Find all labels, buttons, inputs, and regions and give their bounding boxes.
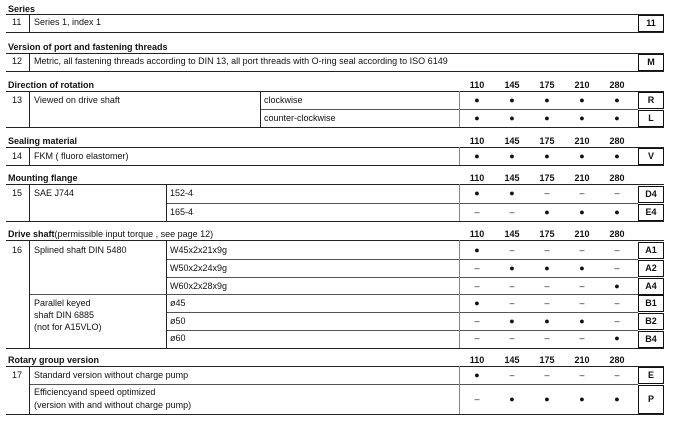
availability-cell: ● [474, 95, 480, 105]
order-code-box: V [638, 148, 664, 165]
size-header: 210 [574, 229, 590, 239]
size-header: 145 [504, 355, 520, 365]
availability-cell: ● [509, 316, 515, 326]
order-code-box: B4 [638, 331, 664, 348]
availability-cell: ● [474, 113, 480, 123]
section-title-series: Series [8, 4, 36, 14]
size-header: 145 [504, 229, 520, 239]
size-header: 145 [504, 136, 520, 146]
availability-cell: – [614, 263, 620, 273]
size-header: 175 [539, 173, 555, 183]
availability-cell: – [474, 263, 480, 273]
size-header: 280 [609, 355, 625, 365]
availability-cell: ● [474, 151, 480, 161]
availability-cell: – [614, 188, 620, 198]
section-title-rotation: Direction of rotation [8, 80, 94, 90]
availability-cell: ● [474, 298, 480, 308]
availability-cell: – [544, 281, 550, 291]
option-description-line: (version with and without charge pump) [34, 400, 192, 410]
availability-cell: – [474, 333, 480, 343]
order-code-box: D4 [638, 186, 664, 203]
availability-cell: – [509, 298, 515, 308]
availability-cell: – [614, 370, 620, 380]
option-description: Standard version without charge pump [34, 370, 189, 380]
availability-cell: ● [544, 316, 550, 326]
size-header: 210 [574, 173, 590, 183]
section-title-flange: Mounting flange [8, 173, 78, 183]
section-title-port: Version of port and fastening threads [8, 42, 168, 52]
availability-cell: – [544, 245, 550, 255]
size-header: 175 [539, 355, 555, 365]
option-variant: W50x2x24x9g [170, 263, 228, 273]
option-description: Metric, all fastening threads according to DIN 13, all port threads with O-ring seal according to ISO 6149 [34, 56, 448, 66]
availability-cell: – [614, 316, 620, 326]
row-number: 11 [12, 17, 22, 27]
availability-cell: – [544, 298, 550, 308]
size-header: 210 [574, 355, 590, 365]
size-header: 210 [574, 136, 590, 146]
order-code-box: A4 [638, 278, 664, 295]
order-code-box: E [638, 367, 664, 384]
availability-cell: ● [614, 207, 620, 217]
availability-cell: – [544, 188, 550, 198]
option-variant: counter-clockwise [264, 113, 336, 123]
section-title-shaft-main: Drive shaft [8, 229, 55, 239]
size-header: 110 [469, 80, 485, 90]
section-title-sealing: Sealing material [8, 136, 78, 146]
option-description: SAE J744 [34, 188, 75, 198]
availability-cell: – [509, 207, 515, 217]
order-code-box: B2 [638, 313, 664, 330]
row-number: 16 [12, 245, 23, 255]
size-header: 110 [469, 173, 485, 183]
order-code-box: A2 [638, 260, 664, 277]
availability-cell: – [509, 370, 515, 380]
availability-cell: – [509, 245, 515, 255]
size-header: 280 [609, 229, 625, 239]
option-description-line: Parallel keyed [34, 298, 91, 308]
row-number: 14 [12, 151, 23, 161]
availability-cell: ● [579, 394, 585, 404]
availability-cell: – [509, 333, 515, 343]
order-code-box: R [638, 92, 664, 109]
availability-cell: ● [509, 113, 515, 123]
availability-cell: ● [509, 394, 515, 404]
availability-cell: ● [544, 263, 550, 273]
availability-cell: – [509, 281, 515, 291]
availability-cell: ● [544, 151, 550, 161]
availability-cell: – [579, 281, 585, 291]
availability-cell: – [544, 333, 550, 343]
order-code-box: E4 [638, 204, 664, 221]
order-code-box: L [638, 110, 664, 127]
availability-cell: – [579, 298, 585, 308]
availability-cell: ● [544, 394, 550, 404]
option-description-line: shaft DIN 6885 [34, 310, 95, 320]
availability-cell: ● [579, 151, 585, 161]
size-header: 210 [574, 80, 590, 90]
size-header: 280 [609, 136, 625, 146]
availability-cell: ● [474, 245, 480, 255]
availability-cell: ● [509, 188, 515, 198]
availability-cell: – [614, 298, 620, 308]
option-variant: 152-4 [170, 188, 194, 198]
availability-cell: – [614, 245, 620, 255]
option-variant: W60x2x28x9g [170, 281, 228, 291]
row-number: 15 [12, 188, 23, 198]
size-header: 280 [609, 173, 625, 183]
availability-cell: ● [614, 151, 620, 161]
availability-cell: – [474, 394, 480, 404]
availability-cell: – [474, 316, 480, 326]
option-description: Series 1, index 1 [34, 17, 102, 27]
section-title-shaft [8, 229, 213, 239]
size-header: 175 [539, 80, 555, 90]
option-variant: 165-4 [170, 207, 194, 217]
option-variant: W45x2x21x9g [170, 245, 228, 255]
availability-cell: ● [579, 95, 585, 105]
availability-cell: – [579, 333, 585, 343]
size-header: 110 [469, 136, 485, 146]
availability-cell: ● [614, 113, 620, 123]
row-number: 13 [12, 95, 23, 105]
availability-cell: ● [579, 207, 585, 217]
order-code-box: B1 [638, 295, 664, 312]
availability-cell: ● [509, 95, 515, 105]
order-code-box: P [638, 385, 664, 414]
availability-cell: ● [474, 370, 480, 380]
availability-cell: ● [614, 333, 620, 343]
availability-cell: – [579, 188, 585, 198]
option-variant: clockwise [264, 95, 303, 105]
size-header: 110 [469, 355, 485, 365]
size-header: 110 [469, 229, 485, 239]
availability-cell: – [544, 370, 550, 380]
size-header: 175 [539, 229, 555, 239]
availability-cell: ● [579, 113, 585, 123]
section-title-shaft-note: (permissible input torque , see page 12) [54, 229, 214, 239]
availability-cell: ● [579, 316, 585, 326]
availability-cell: ● [544, 95, 550, 105]
availability-cell: – [579, 370, 585, 380]
availability-cell: – [579, 245, 585, 255]
option-variant: ø60 [170, 333, 186, 343]
availability-cell: ● [614, 95, 620, 105]
availability-cell: ● [509, 151, 515, 161]
order-code-box: M [638, 54, 664, 71]
availability-cell: ● [544, 113, 550, 123]
availability-cell: – [474, 207, 480, 217]
availability-cell: ● [509, 263, 515, 273]
row-number: 17 [12, 370, 23, 380]
option-variant: ø50 [170, 316, 186, 326]
size-header: 145 [504, 173, 520, 183]
order-code-box: A1 [638, 242, 664, 259]
option-description-line: Efficiencyand speed optimized [34, 387, 156, 397]
option-description: FKM ( fluoro elastomer) [34, 151, 129, 161]
order-code-box: 11 [638, 15, 664, 32]
size-header: 175 [539, 136, 555, 146]
availability-cell: ● [614, 281, 620, 291]
row-number: 12 [12, 56, 23, 66]
section-title-rotary: Rotary group version [8, 355, 100, 365]
option-description-line: (not for A15VLO) [34, 322, 102, 332]
option-description: Splined shaft DIN 5480 [34, 245, 127, 255]
availability-cell: ● [614, 394, 620, 404]
availability-cell: – [474, 281, 480, 291]
availability-cell: ● [579, 263, 585, 273]
option-variant: ø45 [170, 298, 186, 308]
option-description: Viewed on drive shaft [34, 95, 120, 105]
availability-cell: ● [474, 188, 480, 198]
size-header: 145 [504, 80, 520, 90]
availability-cell: ● [544, 207, 550, 217]
size-header: 280 [609, 80, 625, 90]
